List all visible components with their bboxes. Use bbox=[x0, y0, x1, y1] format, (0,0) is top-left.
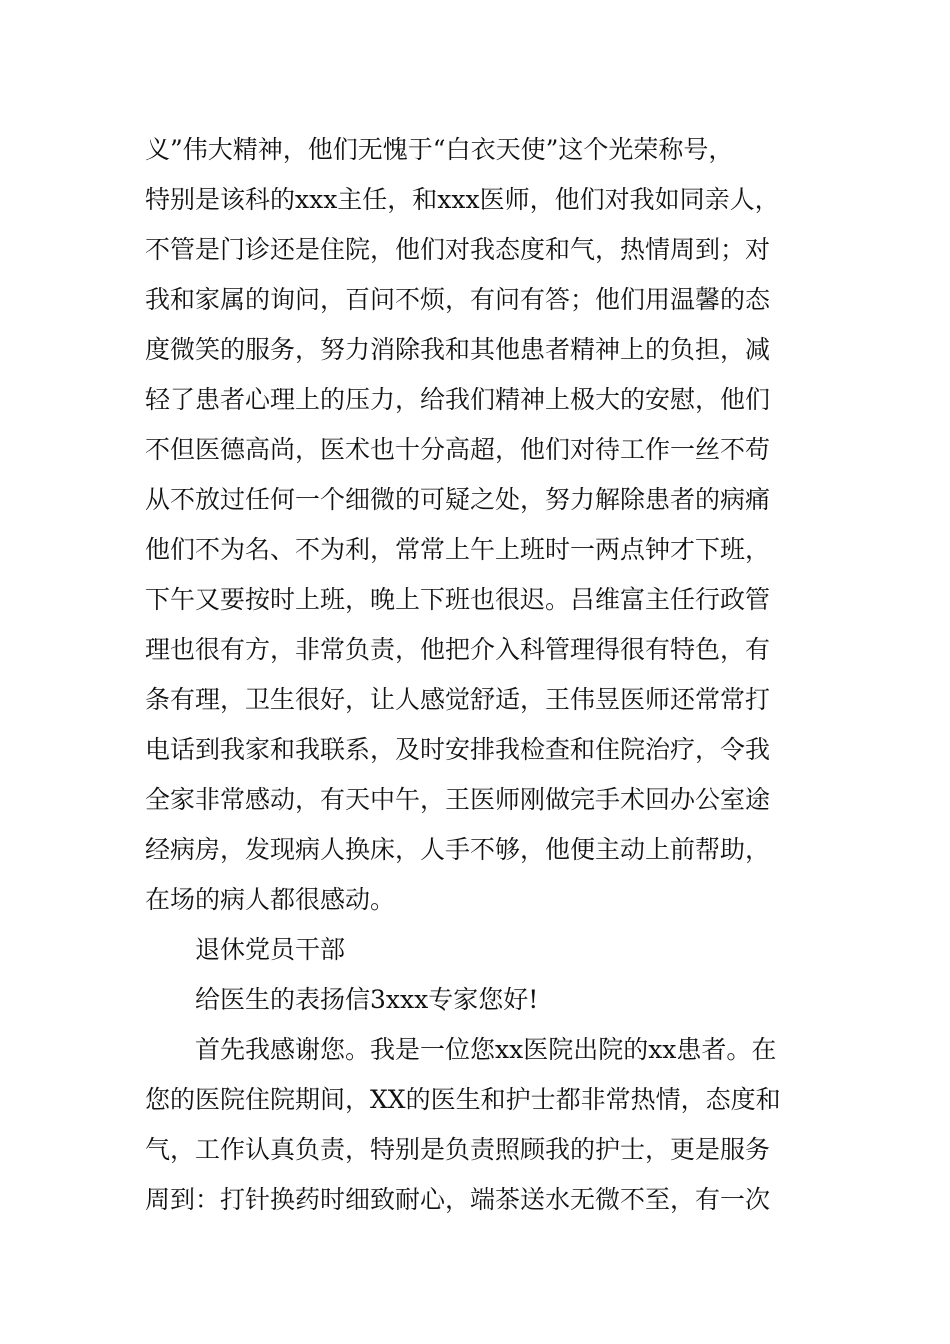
text-line: 轻了患者心理上的压力，给我们精神上极大的安慰，他们 bbox=[145, 385, 771, 414]
text-line: 全家非常感动，有天中午，王医师刚做完手术回办公室途 bbox=[145, 785, 771, 814]
text-line: 义”伟大精神，他们无愧于“白衣天使”这个光荣称号， bbox=[145, 135, 734, 164]
signature-line: 退休党员干部 bbox=[195, 935, 346, 964]
text-line: 从不放过任何一个细微的可疑之处，努力解除患者的病痛 bbox=[145, 485, 771, 514]
text-line: 您的医院住院期间，XX的医生和护士都非常热情，态度和 bbox=[145, 1085, 781, 1114]
text-line: 特别是该科的xxx主任，和xxx医师，他们对我如同亲人， bbox=[145, 185, 780, 214]
text-line: 理也很有方，非常负责，他把介入科管理得很有特色，有 bbox=[145, 635, 771, 664]
text-line: 他们不为名、不为利，常常上午上班时一两点钟才下班， bbox=[145, 535, 771, 564]
text-line: 气，工作认真负责，特别是负责照顾我的护士，更是服务 bbox=[145, 1135, 771, 1164]
text-line: 周到：打针换药时细致耐心，端茶送水无微不至，有一次 bbox=[145, 1185, 771, 1214]
text-line: 不管是门诊还是住院，他们对我态度和气，热情周到；对 bbox=[145, 235, 771, 264]
text-line: 不但医德高尚，医术也十分高超，他们对待工作一丝不苟 bbox=[145, 435, 771, 464]
text-line: 电话到我家和我联系，及时安排我检查和住院治疗，令我 bbox=[145, 735, 771, 764]
paragraph-first-line: 首先我感谢您。我是一位您xx医院出院的xx患者。在 bbox=[195, 1035, 777, 1064]
text-line: 条有理，卫生很好，让人感觉舒适，王伟昱医师还常常打 bbox=[145, 685, 771, 714]
text-line: 下午又要按时上班，晚上下班也很迟。吕维富主任行政管 bbox=[145, 585, 771, 614]
text-line: 经病房，发现病人换床，人手不够，他便主动上前帮助， bbox=[145, 835, 771, 864]
text-line: 我和家属的询问，百问不烦，有问有答；他们用温馨的态 bbox=[145, 285, 771, 314]
text-line: 在场的病人都很感动。 bbox=[145, 885, 396, 914]
text-line: 度微笑的服务，努力消除我和其他患者精神上的负担，减 bbox=[145, 335, 771, 364]
letter-heading: 给医生的表扬信3xxx专家您好! bbox=[195, 985, 539, 1014]
